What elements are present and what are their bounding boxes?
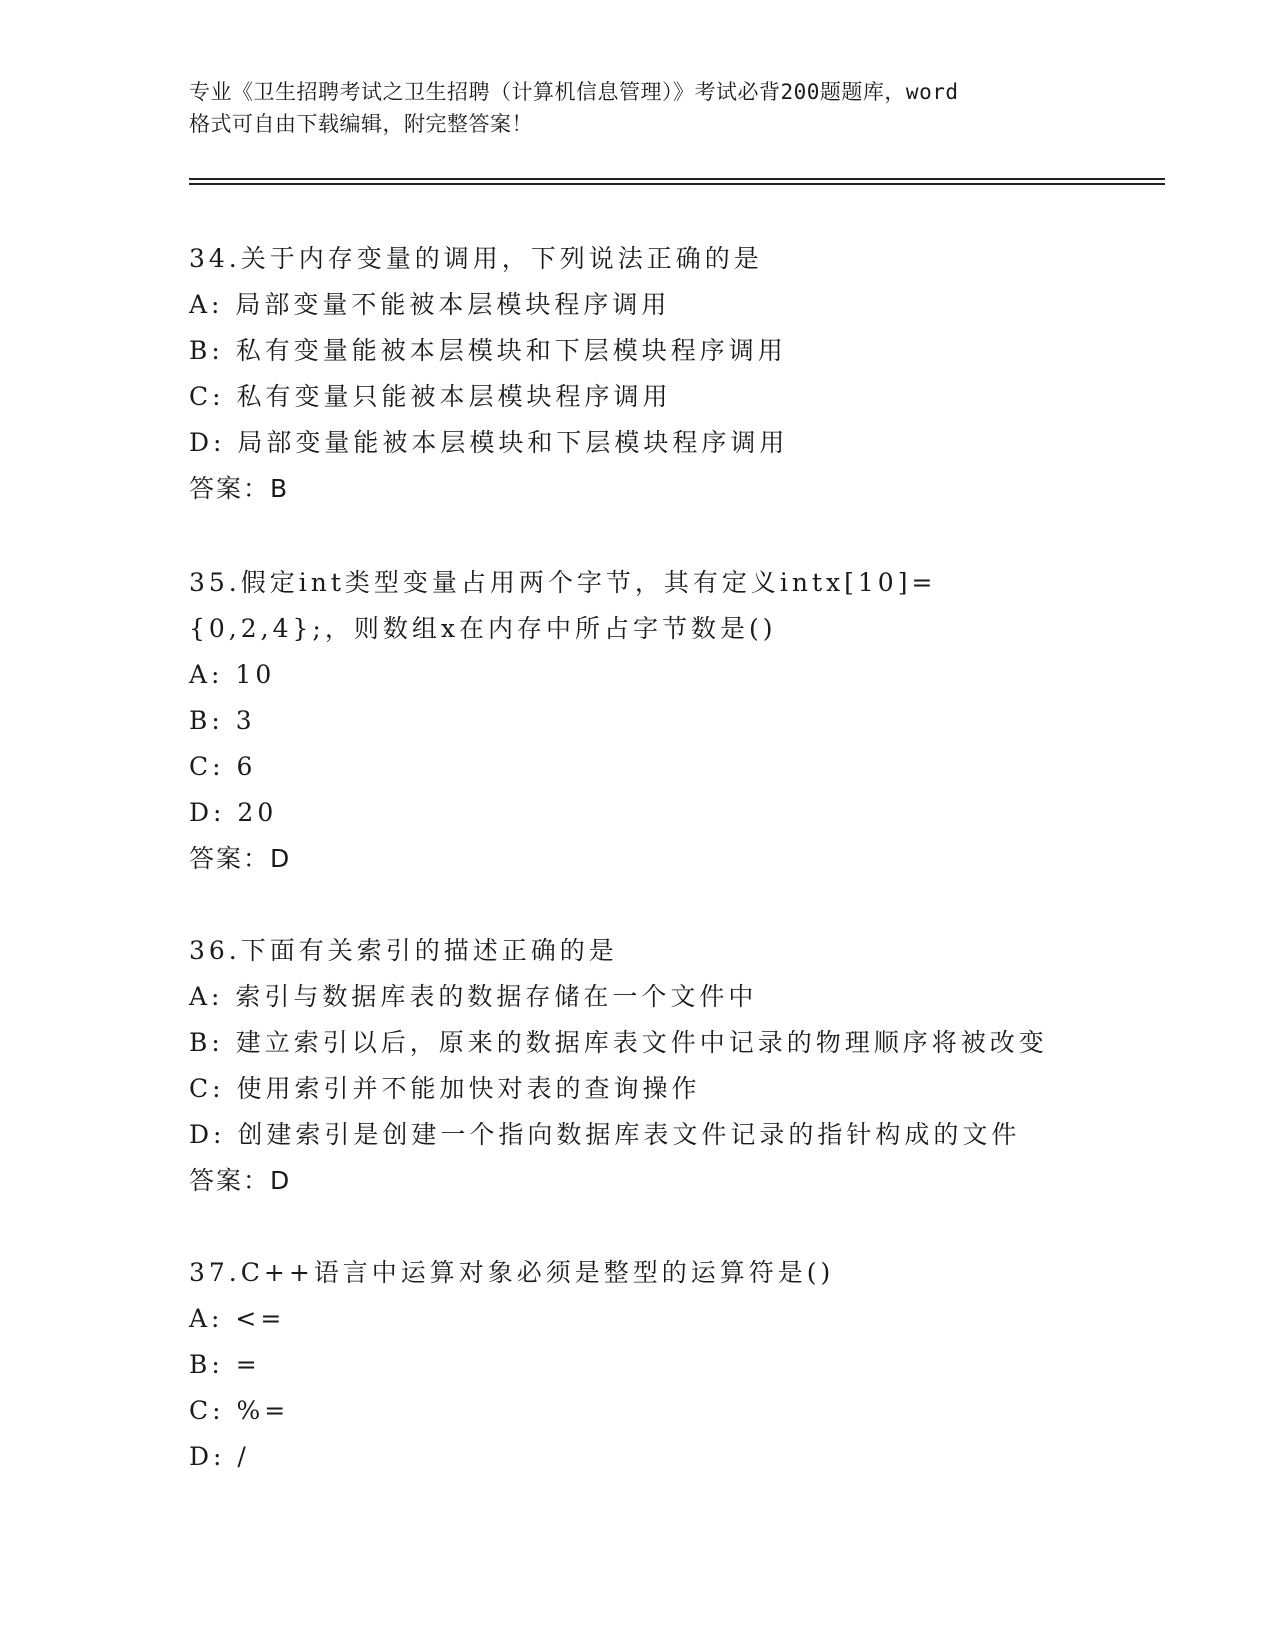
header-divider-top bbox=[189, 178, 1165, 180]
answer-line: 答案：D bbox=[189, 844, 292, 873]
answer-line: 答案：D bbox=[189, 1166, 292, 1195]
question-title: 34.关于内存变量的调用，下列说法正确的是 bbox=[189, 244, 763, 273]
option-d: D: 20 bbox=[189, 798, 278, 827]
option-b: B: 私有变量能被本层模块和下层模块程序调用 bbox=[189, 336, 787, 365]
question-34 bbox=[189, 236, 1089, 512]
question-title: 36.下面有关索引的描述正确的是 bbox=[189, 936, 618, 965]
answer-line: 答案：B bbox=[189, 474, 290, 503]
option-c: C: 私有变量只能被本层模块程序调用 bbox=[189, 382, 672, 411]
option-b: B: = bbox=[189, 1350, 261, 1379]
option-a: A: 局部变量不能被本层模块程序调用 bbox=[189, 290, 671, 319]
option-b: B: 建立索引以后，原来的数据库表文件中记录的物理顺序将被改变 bbox=[189, 1028, 1048, 1057]
option-a: A: 10 bbox=[189, 660, 276, 689]
document-header bbox=[189, 76, 1089, 140]
option-c: C: 6 bbox=[189, 752, 257, 781]
option-c: C: %= bbox=[189, 1396, 290, 1425]
option-d: D: / bbox=[189, 1442, 250, 1471]
header-line-2: 格式可自由下载编辑，附完整答案！ bbox=[189, 112, 533, 136]
option-b: B: 3 bbox=[189, 706, 256, 735]
question-title: 35.假定int类型变量占用两个字节，其有定义intx[10]={0,2,4};，则数组x在内存中所占字节数是() bbox=[189, 568, 937, 643]
option-a: A: 索引与数据库表的数据存储在一个文件中 bbox=[189, 982, 758, 1011]
option-c: C: 使用索引并不能加快对表的查询操作 bbox=[189, 1074, 701, 1103]
header-line-1: 专业《卫生招聘考试之卫生招聘（计算机信息管理）》考试必背200题题库，word bbox=[189, 80, 959, 104]
question-37 bbox=[189, 1250, 1089, 1480]
header-divider-bottom bbox=[189, 183, 1165, 185]
question-35 bbox=[189, 560, 1089, 882]
option-d: D: 局部变量能被本层模块和下层模块程序调用 bbox=[189, 428, 789, 457]
question-title: 37.C++语言中运算对象必须是整型的运算符是() bbox=[189, 1258, 835, 1287]
option-d: D: 创建索引是创建一个指向数据库表文件记录的指针构成的文件 bbox=[189, 1120, 1021, 1149]
question-36 bbox=[189, 928, 1089, 1204]
option-a: A: <= bbox=[189, 1304, 286, 1333]
